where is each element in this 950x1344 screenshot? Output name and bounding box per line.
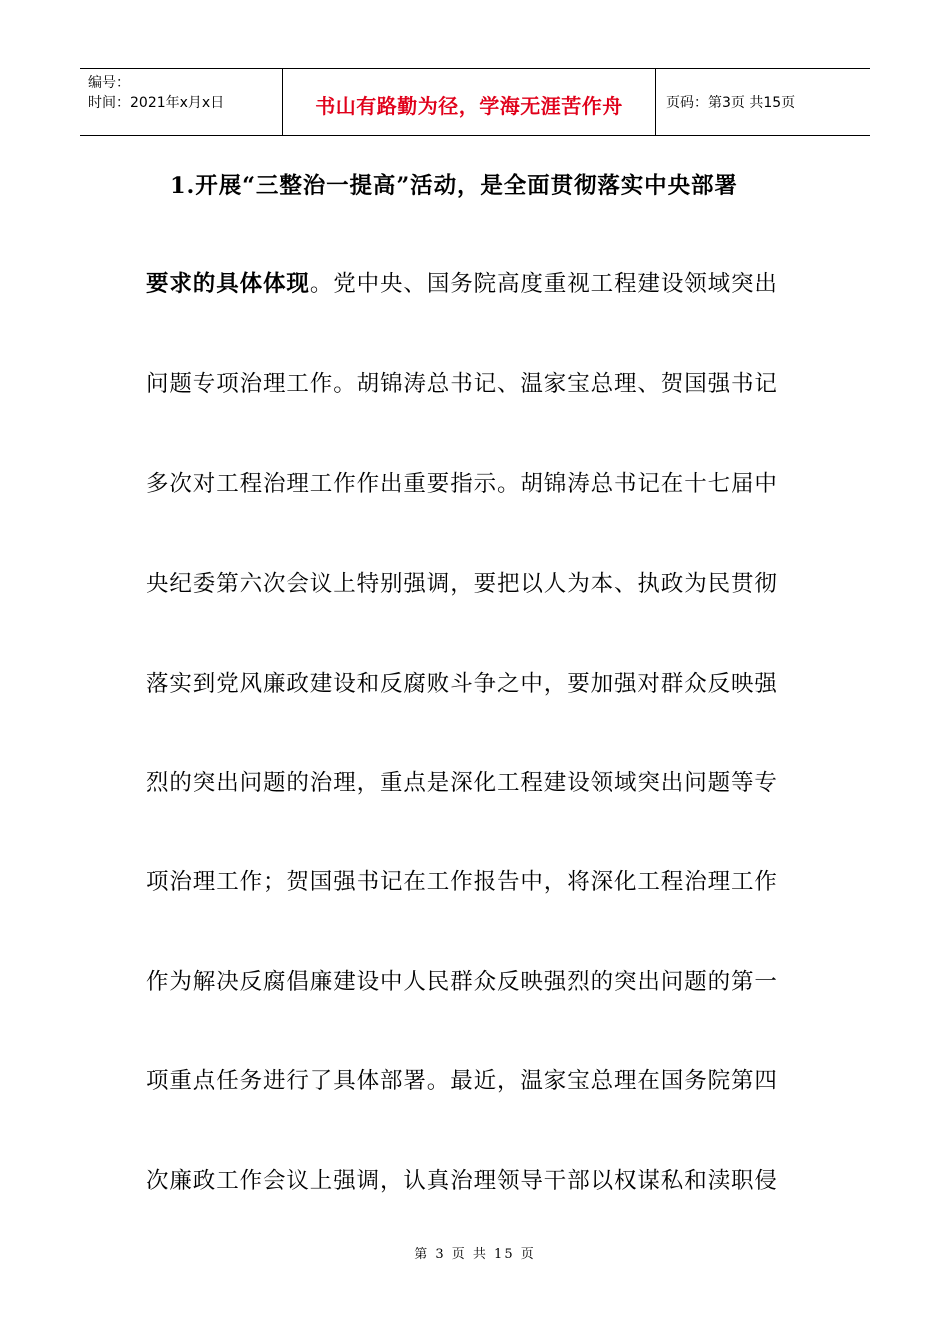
body-line: 多次对工程治理工作作出重要指示。胡锦涛总书记在十七届中 xyxy=(146,471,778,497)
body-line: 项重点任务进行了具体部署。最近，温家宝总理在国务院第四 xyxy=(146,1068,778,1094)
document-date-label: 时间：2021年x月x日 xyxy=(88,95,225,111)
body-line: 作为解决反腐倡廉建设中人民群众反映强烈的突出问题的第一 xyxy=(146,969,778,995)
body-line xyxy=(146,264,806,304)
body-line: 次廉政工作会议上强调，认真治理领导干部以权谋私和渎职侵 xyxy=(146,1168,778,1194)
header-table xyxy=(80,68,870,136)
body-line-bold-part: 要求的具体体现 xyxy=(146,271,310,297)
body-line: 落实到党风廉政建设和反腐败斗争之中，要加强对群众反映强 xyxy=(146,671,778,697)
header-motto-cell xyxy=(282,69,656,135)
body-line: 烈的突出问题的治理，重点是深化工程建设领域突出问题等专 xyxy=(146,770,778,796)
body-line-rest: 。党中央、国务院高度重视工程建设领域突出 xyxy=(309,271,778,297)
body-line: 问题专项治理工作。胡锦涛总书记、温家宝总理、贺国强书记 xyxy=(146,371,778,397)
header-motto: 书山有路勤为径，学海无涯苦作舟 xyxy=(315,93,623,118)
body-line: 项治理工作；贺国强书记在工作报告中，将深化工程治理工作 xyxy=(146,869,778,895)
page-footer: 第 3 页 共 15 页 xyxy=(414,1247,536,1262)
header-page-info: 页码：第3页 共15页 xyxy=(666,95,796,111)
body-line: 央纪委第六次会议上特别强调，要把以人为本、执政为民贯彻 xyxy=(146,571,778,597)
header-right-cell xyxy=(656,69,870,135)
section-heading: 1.开展“三整治一提高”活动，是全面贯彻落实中央部署 xyxy=(170,173,738,199)
header-left-cell xyxy=(80,69,282,135)
document-number-label: 编号： xyxy=(88,75,130,91)
